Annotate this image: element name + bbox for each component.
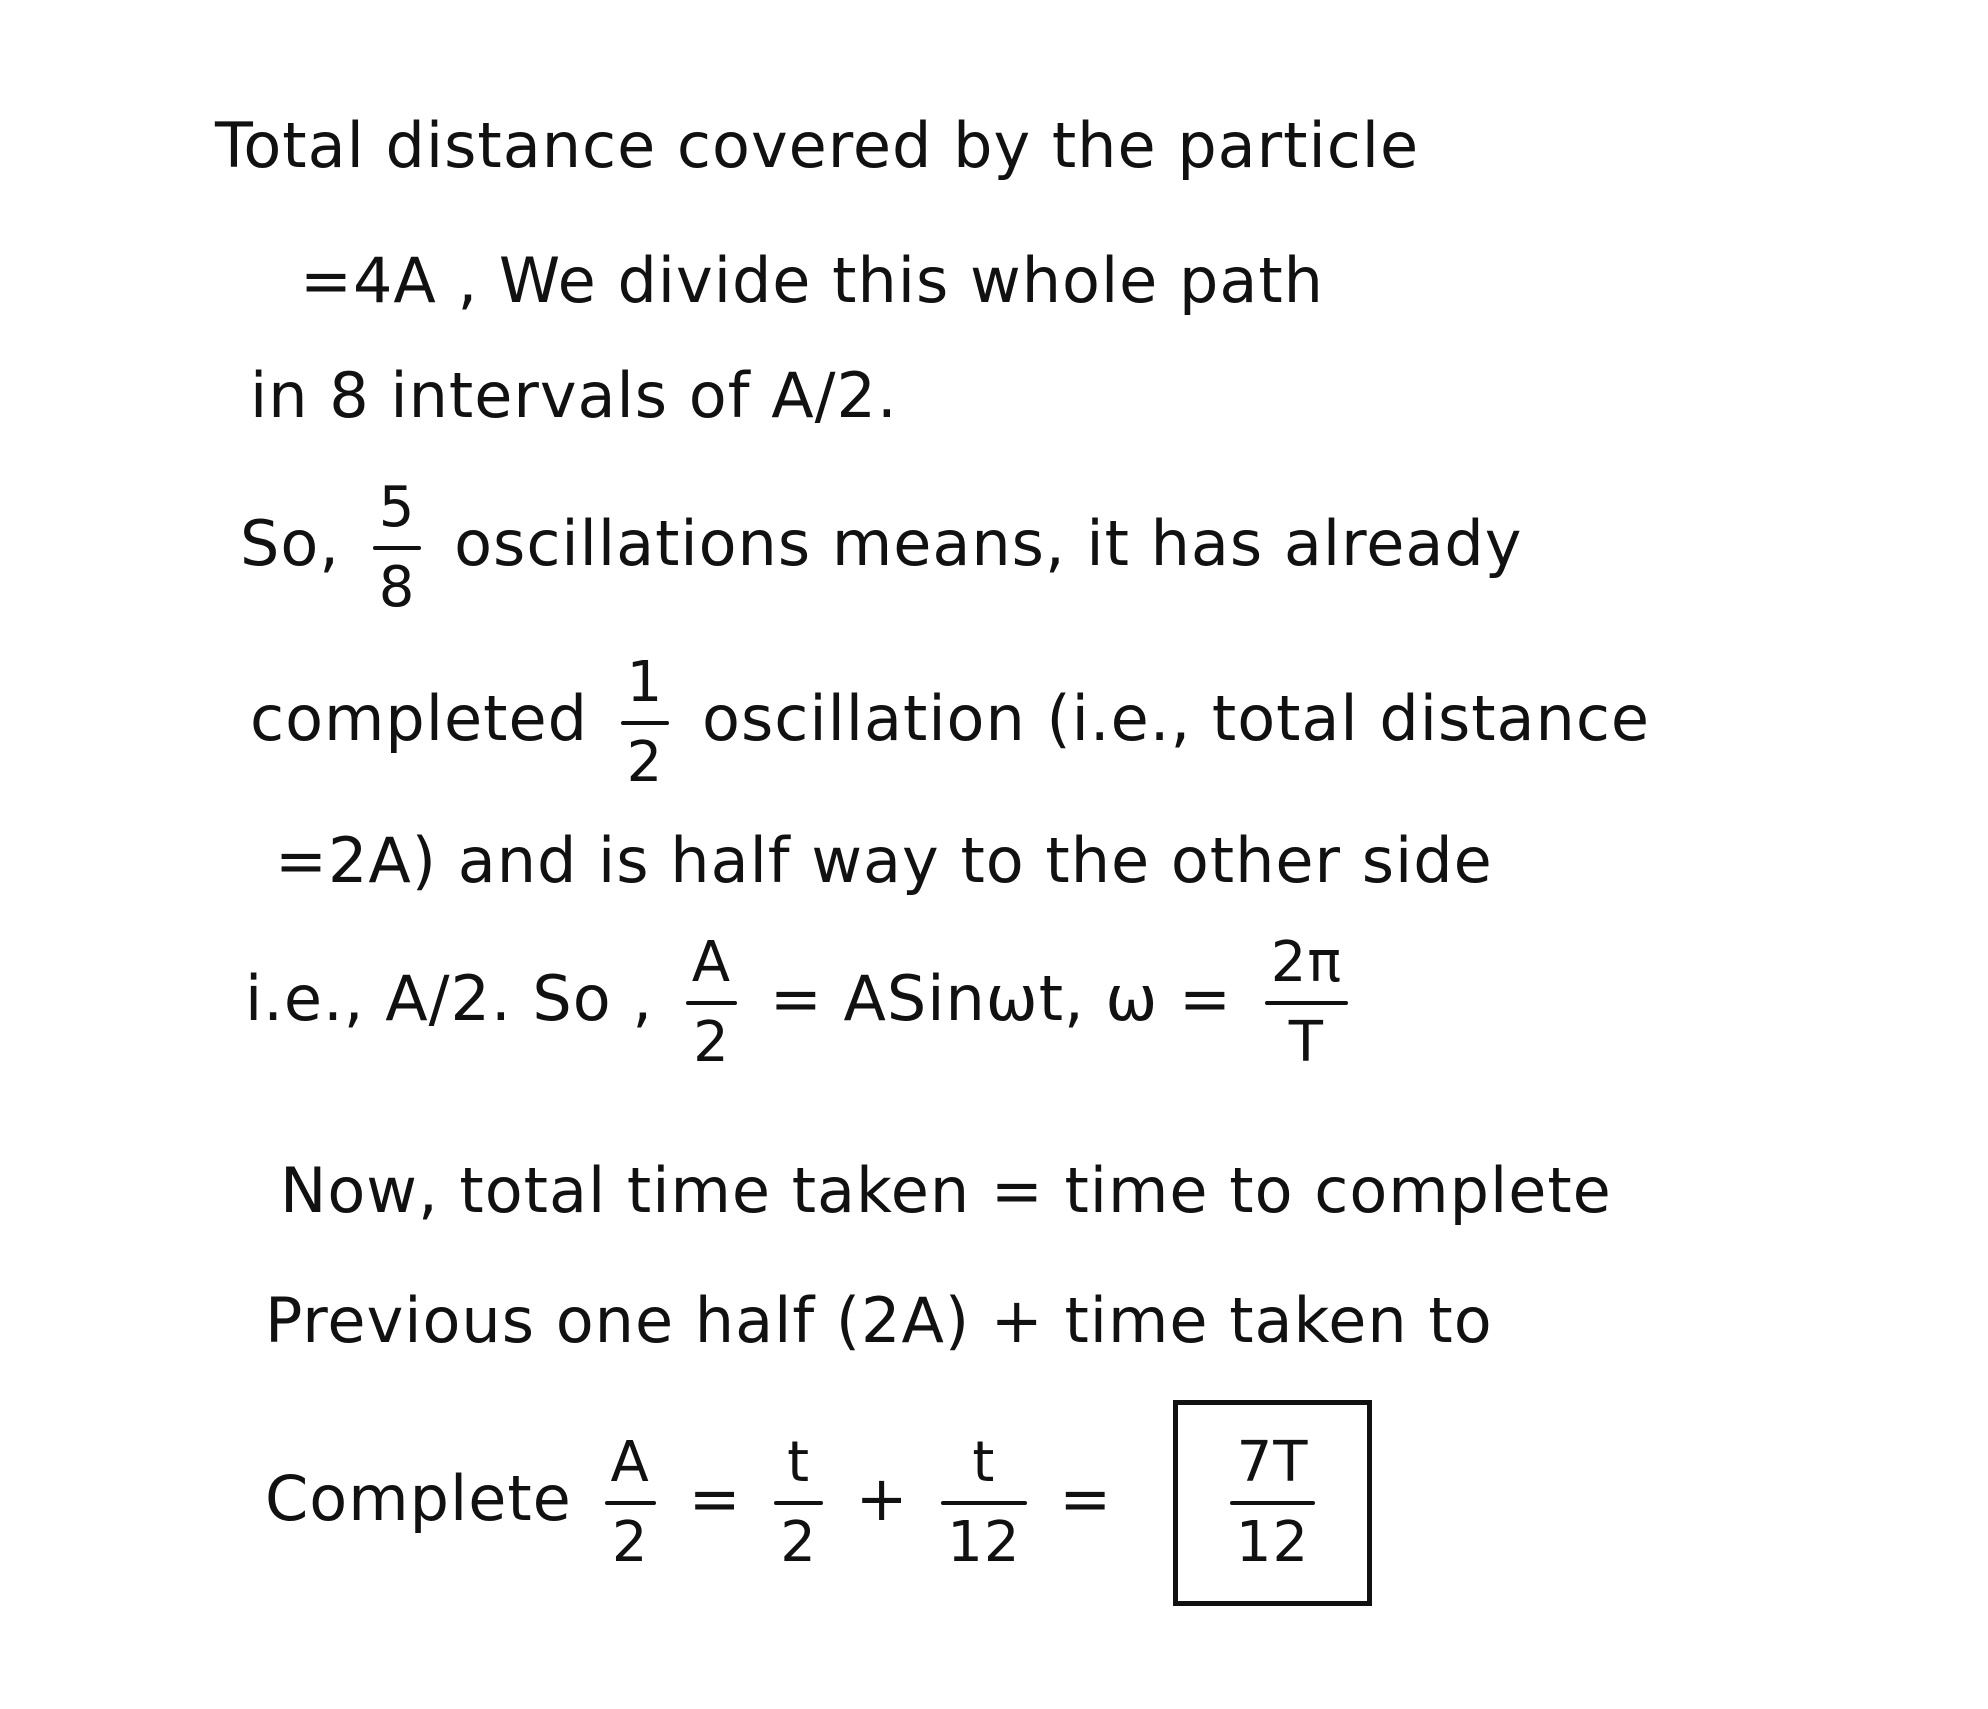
fraction-t-over-2 (774, 1430, 823, 1575)
fraction-denominator: 2 (780, 1510, 817, 1575)
text-line-2: =4A , We divide this whole path (300, 244, 1324, 317)
fraction-denominator: 12 (1235, 1510, 1310, 1575)
text-line-1: Total distance covered by the particle (215, 109, 1420, 182)
fraction-denominator: 2 (626, 730, 664, 795)
text-line-7 (245, 930, 1360, 1075)
fraction-denominator: T (1288, 1010, 1324, 1075)
fraction-bar (373, 546, 422, 550)
text-line-8: Now, total time taken = time to complete (280, 1154, 1612, 1227)
equals-sign: = (688, 1462, 742, 1536)
text-line-5 (250, 650, 1651, 795)
fraction-a-over-2 (605, 1430, 656, 1575)
fraction-bar (605, 1501, 656, 1505)
line5-prefix: completed (250, 682, 588, 756)
text-line-4 (240, 475, 1523, 620)
fraction-2pi-over-t (1265, 930, 1348, 1075)
fraction-denominator: 2 (611, 1510, 649, 1575)
text-line-9: Previous one half (2A) + time taken to (265, 1284, 1493, 1357)
fraction-t-over-12 (941, 1430, 1026, 1575)
fraction-bar (1230, 1501, 1315, 1505)
line4-prefix: So, (240, 507, 340, 581)
line5-suffix: oscillation (i.e., total distance (702, 682, 1651, 756)
fraction-five-eighths (373, 475, 422, 620)
fraction-bar (774, 1501, 823, 1505)
fraction-bar (1265, 1001, 1348, 1005)
fraction-numerator: A (610, 1430, 650, 1495)
fraction-numerator: 1 (626, 650, 664, 715)
fraction-numerator: A (691, 930, 732, 995)
fraction-denominator: 8 (378, 555, 416, 620)
fraction-numerator: t (972, 1430, 996, 1495)
line10-prefix: Complete (265, 1462, 572, 1536)
fraction-bar (621, 721, 670, 725)
fraction-denominator: 12 (947, 1510, 1021, 1575)
line7-prefix: i.e., A/2. So , (245, 962, 654, 1036)
fraction-bar (686, 1001, 737, 1005)
fraction-one-half (621, 650, 670, 795)
fraction-numerator: 5 (378, 475, 416, 540)
fraction-a-over-2 (686, 930, 737, 1075)
text-line-6: =2A) and is half way to the other side (275, 824, 1493, 897)
equals-sign: = (1059, 1462, 1113, 1536)
line4-suffix: oscillations means, it has already (454, 507, 1523, 581)
fraction-numerator: 7T (1236, 1430, 1309, 1495)
text-line-3: in 8 intervals of A/2. (250, 359, 898, 432)
fraction-numerator: t (787, 1430, 811, 1495)
fraction-numerator: 2π (1270, 930, 1343, 995)
fraction-denominator: 2 (693, 1010, 730, 1075)
text-line-10 (265, 1400, 1372, 1606)
plus-sign: + (855, 1462, 909, 1536)
line7-middle: = ASinωt, ω = (769, 962, 1232, 1036)
fraction-bar (941, 1501, 1026, 1505)
fraction-7t-over-12 (1230, 1430, 1315, 1575)
boxed-answer (1173, 1400, 1372, 1606)
